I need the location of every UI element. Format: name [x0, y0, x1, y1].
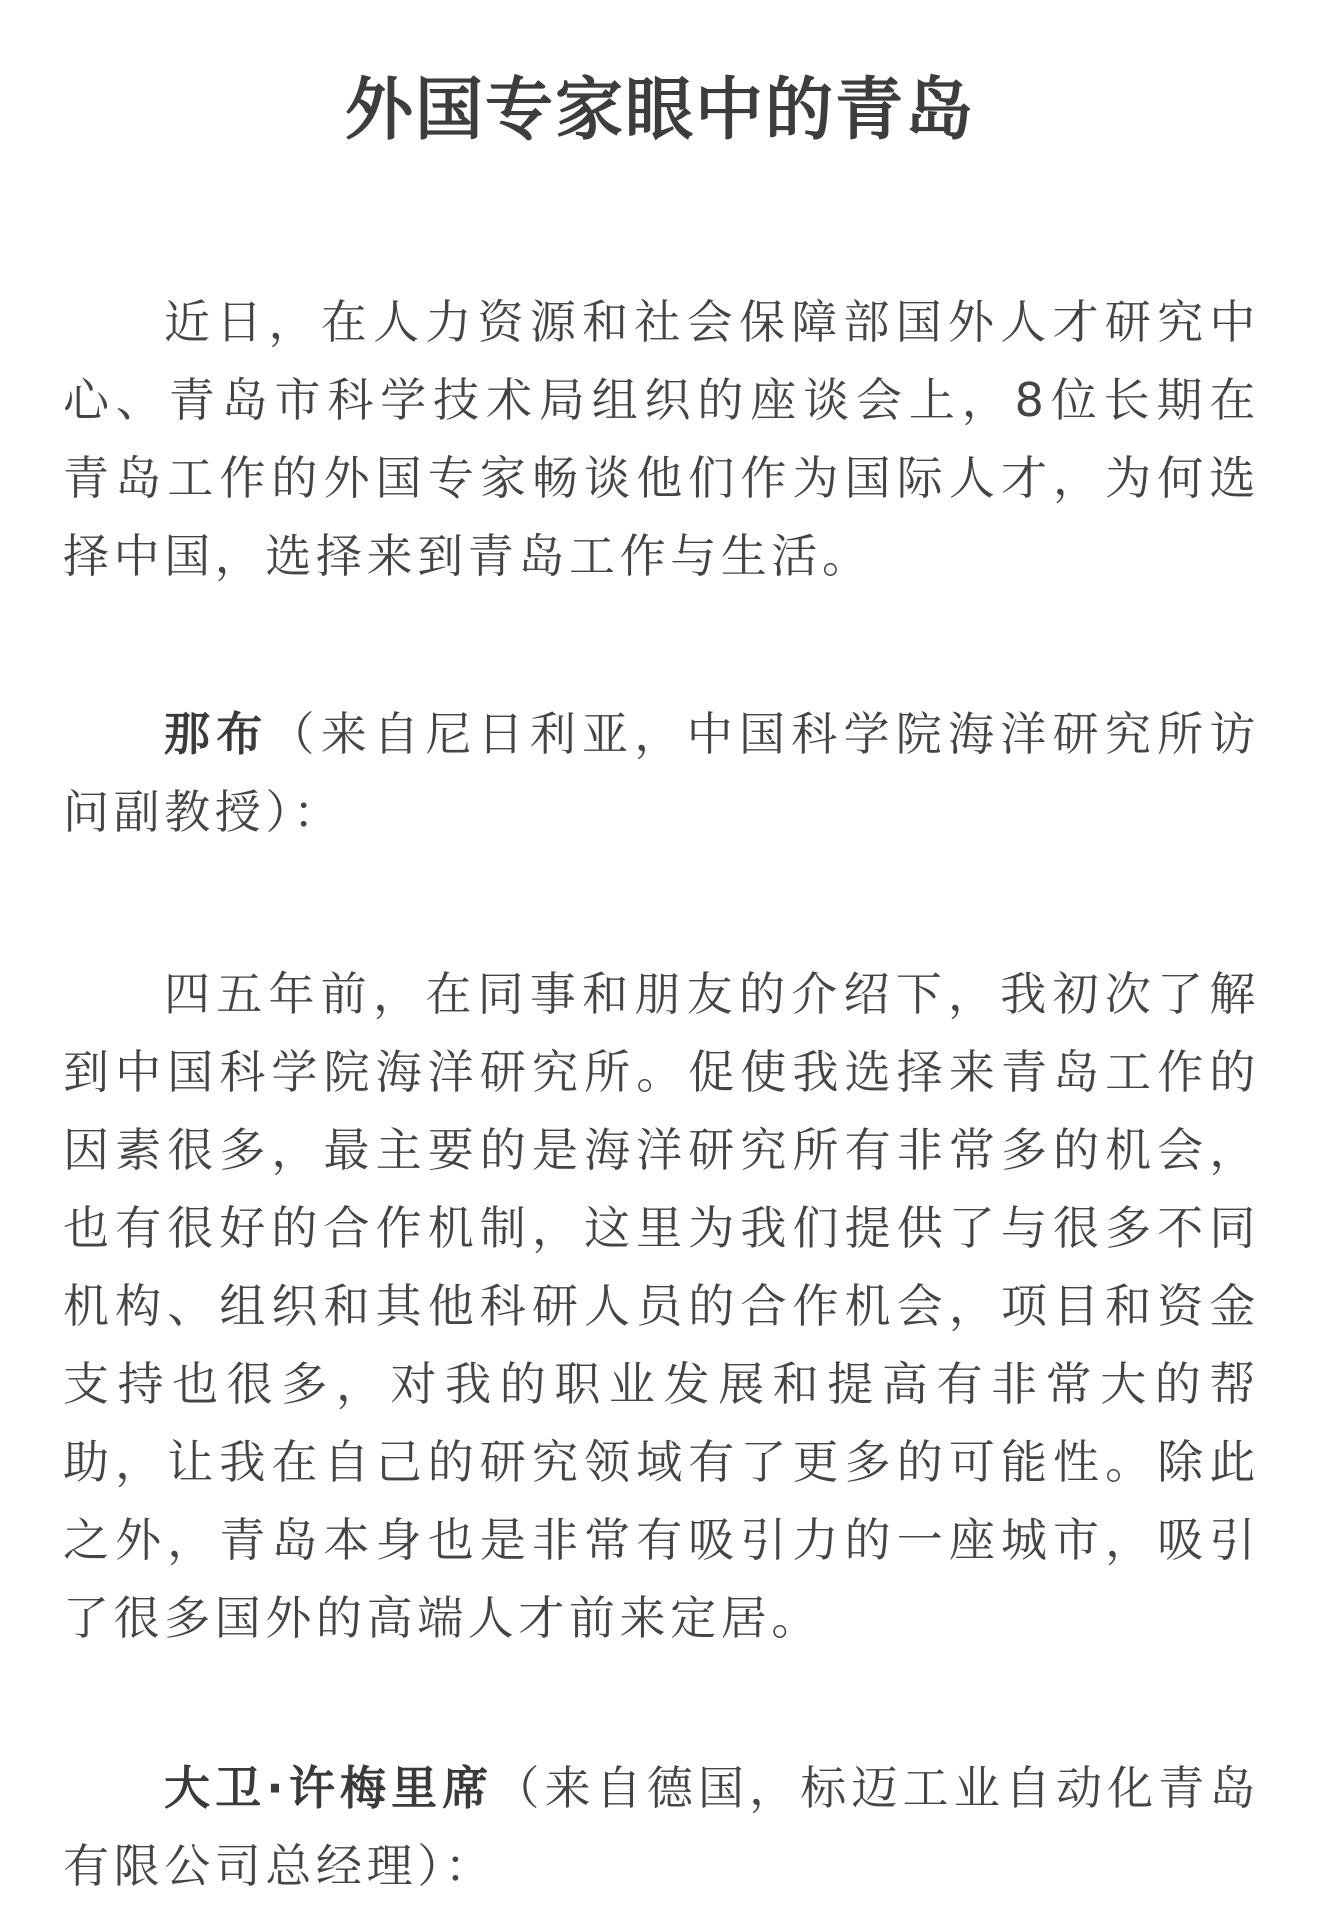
speaker-2-description: （来自德国，标迈工业自动化青岛有限公司总经理）： [63, 1761, 1260, 1893]
speaker-1-name: 那布 [164, 707, 269, 761]
speaker-1-quote: 四五年前，在同事和朋友的介绍下，我初次了解到中国科学院海洋研究所。促使我选择来青岛工作的因素很多，最主要的是海洋研究所有非常多的机会，也有很好的合作机制，这里为我们提供了与很多不同机构、组织和其他科研人员的合作机会，项目和资金支持也很多，对我的职业发展和提高有非常大的帮助，让我在自己的研究领域有了更多的可能性。除此之外，青岛本身也是非常有吸引力的一座城市，吸引了很多国外的高端人才前来定居。 [63, 967, 1260, 1645]
intro-paragraph: 近日，在人力资源和社会保障部国外人才研究中心、青岛市科学技术局组织的座谈会上，8位长期在青岛工作的外国专家畅谈他们作为国际人才，为何选择中国，选择来到青岛工作与生活。 [63, 295, 1260, 583]
speaker-1-description: （来自尼日利亚，中国科学院海洋研究所访问副教授）： [63, 707, 1260, 839]
speaker-2-heading [63, 1749, 1260, 1905]
speaker-1-heading [63, 695, 1260, 851]
speaker-2-name: 大卫·许梅里席 [164, 1761, 494, 1815]
article-title: 外国专家眼中的青岛 [344, 70, 975, 150]
